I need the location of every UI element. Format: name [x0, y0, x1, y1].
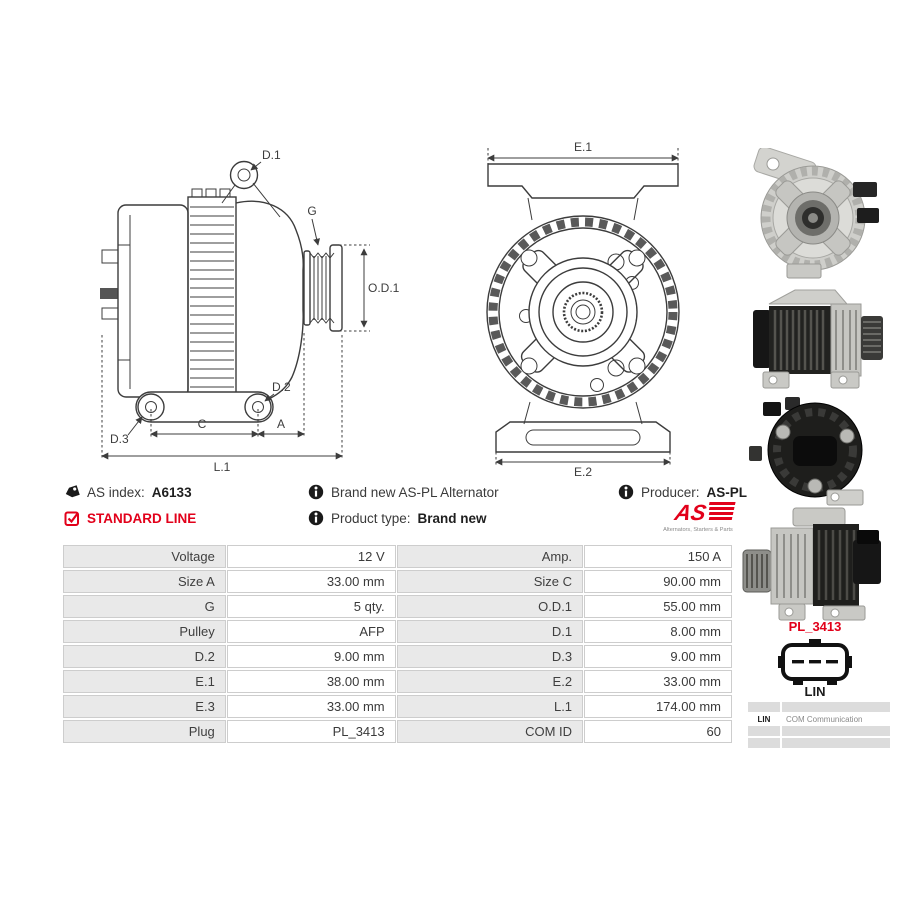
- spec-value: 5 qty.: [227, 595, 396, 618]
- pin-desc: [782, 726, 890, 736]
- pin-desc: COM Communication: [782, 714, 890, 724]
- front-view-diagram: [448, 140, 718, 480]
- spec-label: E.2: [397, 670, 583, 693]
- logo-subtext: Alternators, Starters & Parts: [663, 527, 733, 533]
- table-row: [63, 670, 732, 693]
- dim-label-e2: E.2: [573, 465, 593, 479]
- as-index-row: [64, 484, 192, 500]
- spec-label: Amp.: [397, 545, 583, 568]
- dim-label-g: G: [307, 204, 317, 218]
- pin-name: [748, 726, 780, 736]
- spec-label: D.1: [397, 620, 583, 643]
- spec-value: 33.00 mm: [227, 570, 396, 593]
- producer-value: AS-PL: [706, 484, 748, 500]
- info-icon: [308, 510, 324, 526]
- pin-row: [748, 702, 890, 712]
- spec-label: D.3: [397, 645, 583, 668]
- plug-type-label: LIN: [804, 684, 826, 699]
- dim-label-l1: L.1: [213, 460, 231, 474]
- checkbox-icon: [64, 510, 80, 526]
- product-type-label: Product type:: [331, 510, 411, 526]
- pin-name: [748, 738, 780, 748]
- as-index-label: AS index:: [87, 484, 145, 500]
- table-row: [63, 620, 732, 643]
- spec-value: 8.00 mm: [584, 620, 732, 643]
- spec-label: Plug: [63, 720, 226, 743]
- spec-value: 33.00 mm: [227, 695, 396, 718]
- spec-value: 60: [584, 720, 732, 743]
- producer-label: Producer:: [641, 484, 700, 500]
- spec-value: AFP: [227, 620, 396, 643]
- pin-desc: [782, 738, 890, 748]
- dim-label-d1: D.1: [262, 148, 281, 162]
- spec-label: O.D.1: [397, 595, 583, 618]
- spec-value: 12 V: [227, 545, 396, 568]
- dim-label-c: C: [197, 417, 207, 431]
- pin-row: [748, 714, 890, 724]
- spec-label: Pulley: [63, 620, 226, 643]
- table-row: [63, 545, 732, 568]
- spec-table: [62, 543, 733, 745]
- table-row: [63, 595, 732, 618]
- pin-desc: [782, 702, 890, 712]
- spec-value: PL_3413: [227, 720, 396, 743]
- info-icon: [618, 484, 634, 500]
- as-pl-logo: [648, 500, 744, 541]
- spec-value: 9.00 mm: [584, 645, 732, 668]
- dim-label-d3: D.3: [110, 432, 129, 446]
- spec-value: 55.00 mm: [584, 595, 732, 618]
- dim-label-d2: D.2: [272, 380, 291, 394]
- spec-value: 9.00 mm: [227, 645, 396, 668]
- plug-pin-table: [748, 702, 890, 748]
- spec-label: Size A: [63, 570, 226, 593]
- spec-label: L.1: [397, 695, 583, 718]
- plug-code: PL_3413: [788, 619, 842, 634]
- brand-new-row: [308, 484, 499, 500]
- pin-row: [748, 726, 890, 736]
- standard-line-label: STANDARD LINE: [87, 510, 197, 526]
- table-row: [63, 645, 732, 668]
- tag-icon: [64, 484, 80, 500]
- spec-value: 38.00 mm: [227, 670, 396, 693]
- spec-label: Size C: [397, 570, 583, 593]
- producer-row: [618, 484, 747, 500]
- spec-value: 33.00 mm: [584, 670, 732, 693]
- product-photo-side-left[interactable]: [735, 502, 895, 624]
- spec-label: D.2: [63, 645, 226, 668]
- dim-label-a: A: [276, 417, 286, 431]
- table-row: [63, 720, 732, 743]
- product-type-value: Brand new: [417, 510, 487, 526]
- info-icon: [308, 484, 324, 500]
- dim-label-od1: O.D.1: [368, 281, 400, 295]
- logo-text: AS: [672, 500, 709, 525]
- brand-new-text: Brand new AS-PL Alternator: [331, 484, 499, 500]
- product-photo-rear[interactable]: [735, 394, 895, 506]
- pin-name: LIN: [748, 714, 780, 724]
- pin-row: [748, 738, 890, 748]
- standard-line-row: [64, 510, 196, 526]
- spec-label: COM ID: [397, 720, 583, 743]
- spec-label: Voltage: [63, 545, 226, 568]
- spec-value: 150 A: [584, 545, 732, 568]
- spec-value: 174.00 mm: [584, 695, 732, 718]
- table-row: [63, 695, 732, 718]
- product-type-row: [308, 510, 487, 526]
- spec-label: E.3: [63, 695, 226, 718]
- side-view-diagram: [72, 145, 402, 475]
- dim-label-e1: E.1: [573, 140, 593, 154]
- as-index-value: A6133: [151, 484, 192, 500]
- table-row: [63, 570, 732, 593]
- product-photo-side-right[interactable]: [735, 284, 895, 390]
- product-photo-front[interactable]: [735, 148, 895, 280]
- spec-value: 90.00 mm: [584, 570, 732, 593]
- spec-label: E.1: [63, 670, 226, 693]
- pin-name: [748, 702, 780, 712]
- spec-label: G: [63, 595, 226, 618]
